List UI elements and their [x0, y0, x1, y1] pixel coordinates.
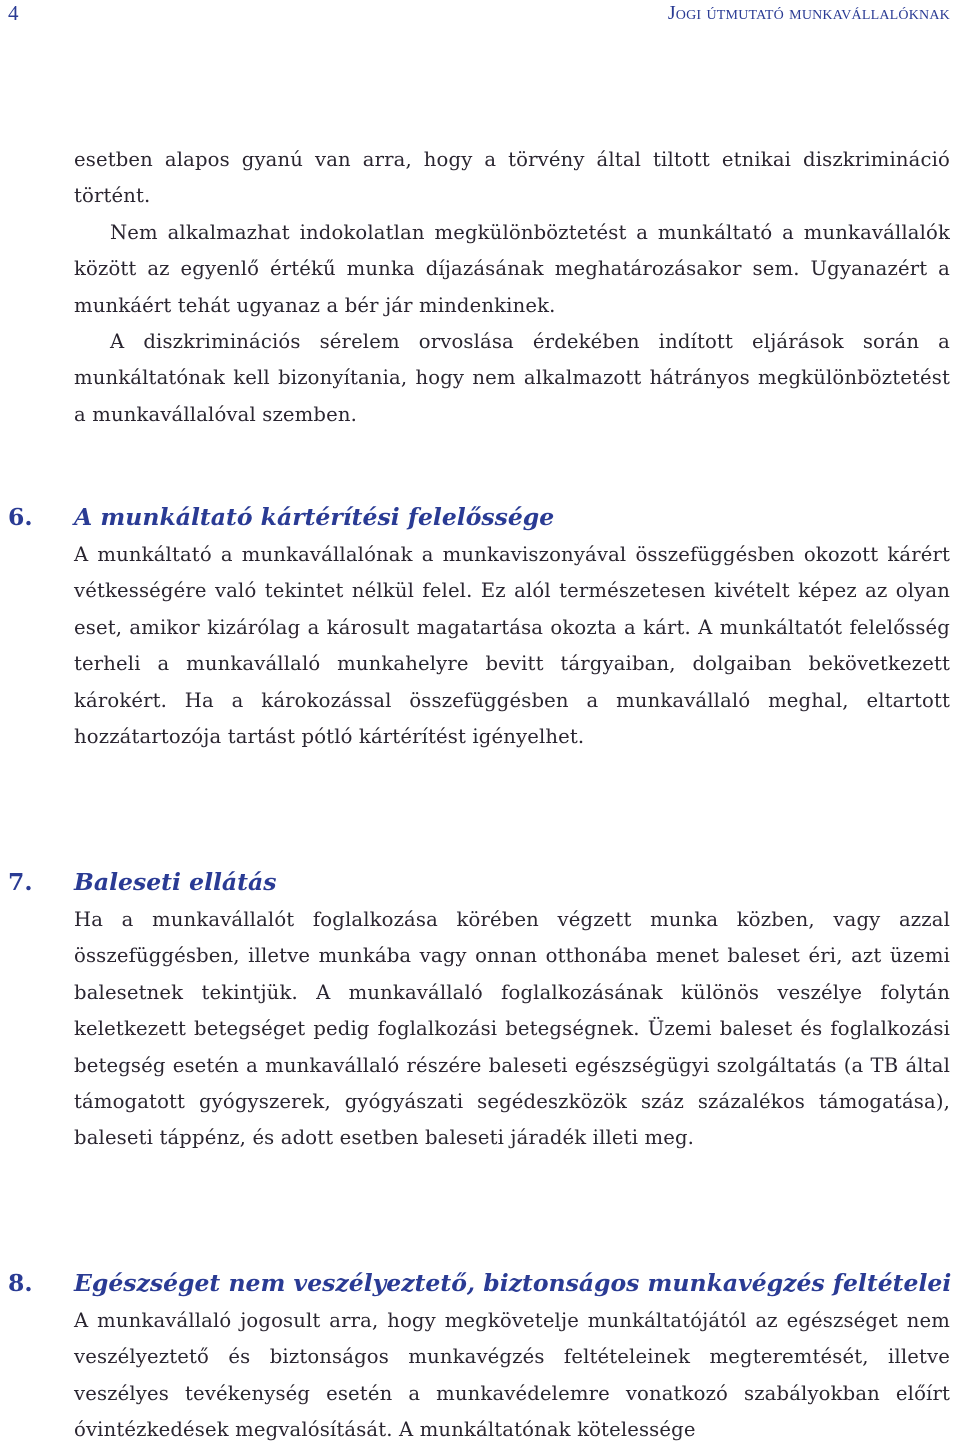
intro-paragraph: esetben alapos gyanú van arra, hogy a törvény által tiltott etnikai diszkrimináció történt.	[74, 148, 950, 208]
section-body: A munkavállaló jogosult arra, hogy megkövetelje munkáltatójától az egészséget nem veszélyeztető és biztonságos munkavégzés feltételeinek megteremtését, illetve veszélyes tevékenység esetén a munkavédelemre vonatkozó szabályokban előírt óvintézkedések megvalósítását. A munkáltatónak kötelessége	[74, 1309, 950, 1442]
section-body: Ha a munkavállalót foglalkozása körében végzett munka közben, vagy azzal összefüggésben, illetve munkába vagy onnan otthonába menet baleset éri, azt üzemi balesetnek tekintjük. A munkavállaló foglalkozásának különös veszélye folytán keletkezett betegséget pedig foglalkozási betegségnek. Üzemi baleset és foglalkozási betegség esetén a munkavállaló részére baleseti egészségügyi szolgáltatás (a TB által támogatott gyógyszerek, gyógyászati segédeszközök száz százalékos támogatása), baleseti táppénz, és adott esetben baleseti járadék illeti meg.	[74, 908, 950, 1150]
section-title: A munkáltató kártérítési felelőssége	[74, 503, 555, 531]
section-body: A munkáltató a munkavállalónak a munkaviszonyával összefüggésben okozott kárért vétkességére való tekintet nélkül felel. Ez alól természetesen kivételt képez az olyan eset, amikor kizárólag a károsult magatartása okozta a kárt. A munkáltatót felelősség terheli a munkavállaló munkahelyre bevitt tárgyaiban, dolgaiban bekövetkezett károkért. Ha a károkozással összefüggésben a munkavállaló meghal, eltartott hozzátartozója tartást pótló kártérítést igényelhet.	[74, 543, 950, 749]
section-title: Egészséget nem veszélyeztető, biztonságos munkavégzés feltételei	[74, 1269, 952, 1297]
section-number: 8.	[8, 1269, 33, 1297]
section-number: 7.	[8, 868, 33, 896]
page-number: 4	[8, 1, 19, 25]
intro-paragraph: Nem alkalmazhat indokolatlan megkülönböztetést a munkáltató a munkavállalók között az egyenlő értékű munka díjazásának meghatározásakor sem. Ugyanazért a munkáért tehát ugyanaz a bér jár mindenkinek.	[74, 220, 950, 317]
section-title: Baleseti ellátás	[74, 868, 277, 896]
page-header	[0, 0, 960, 30]
running-title: Jogi útmutató munkavállalóknak	[667, 2, 950, 24]
intro-text	[74, 142, 950, 433]
intro-paragraph: A diszkriminációs sérelem orvoslása érdekében indított eljárások során a munkáltatónak kell bizonyítania, hogy nem alkalmazott hátrányos megkülönböztetést a munkavállalóval szemben.	[74, 330, 950, 426]
section-number: 6.	[8, 503, 33, 531]
